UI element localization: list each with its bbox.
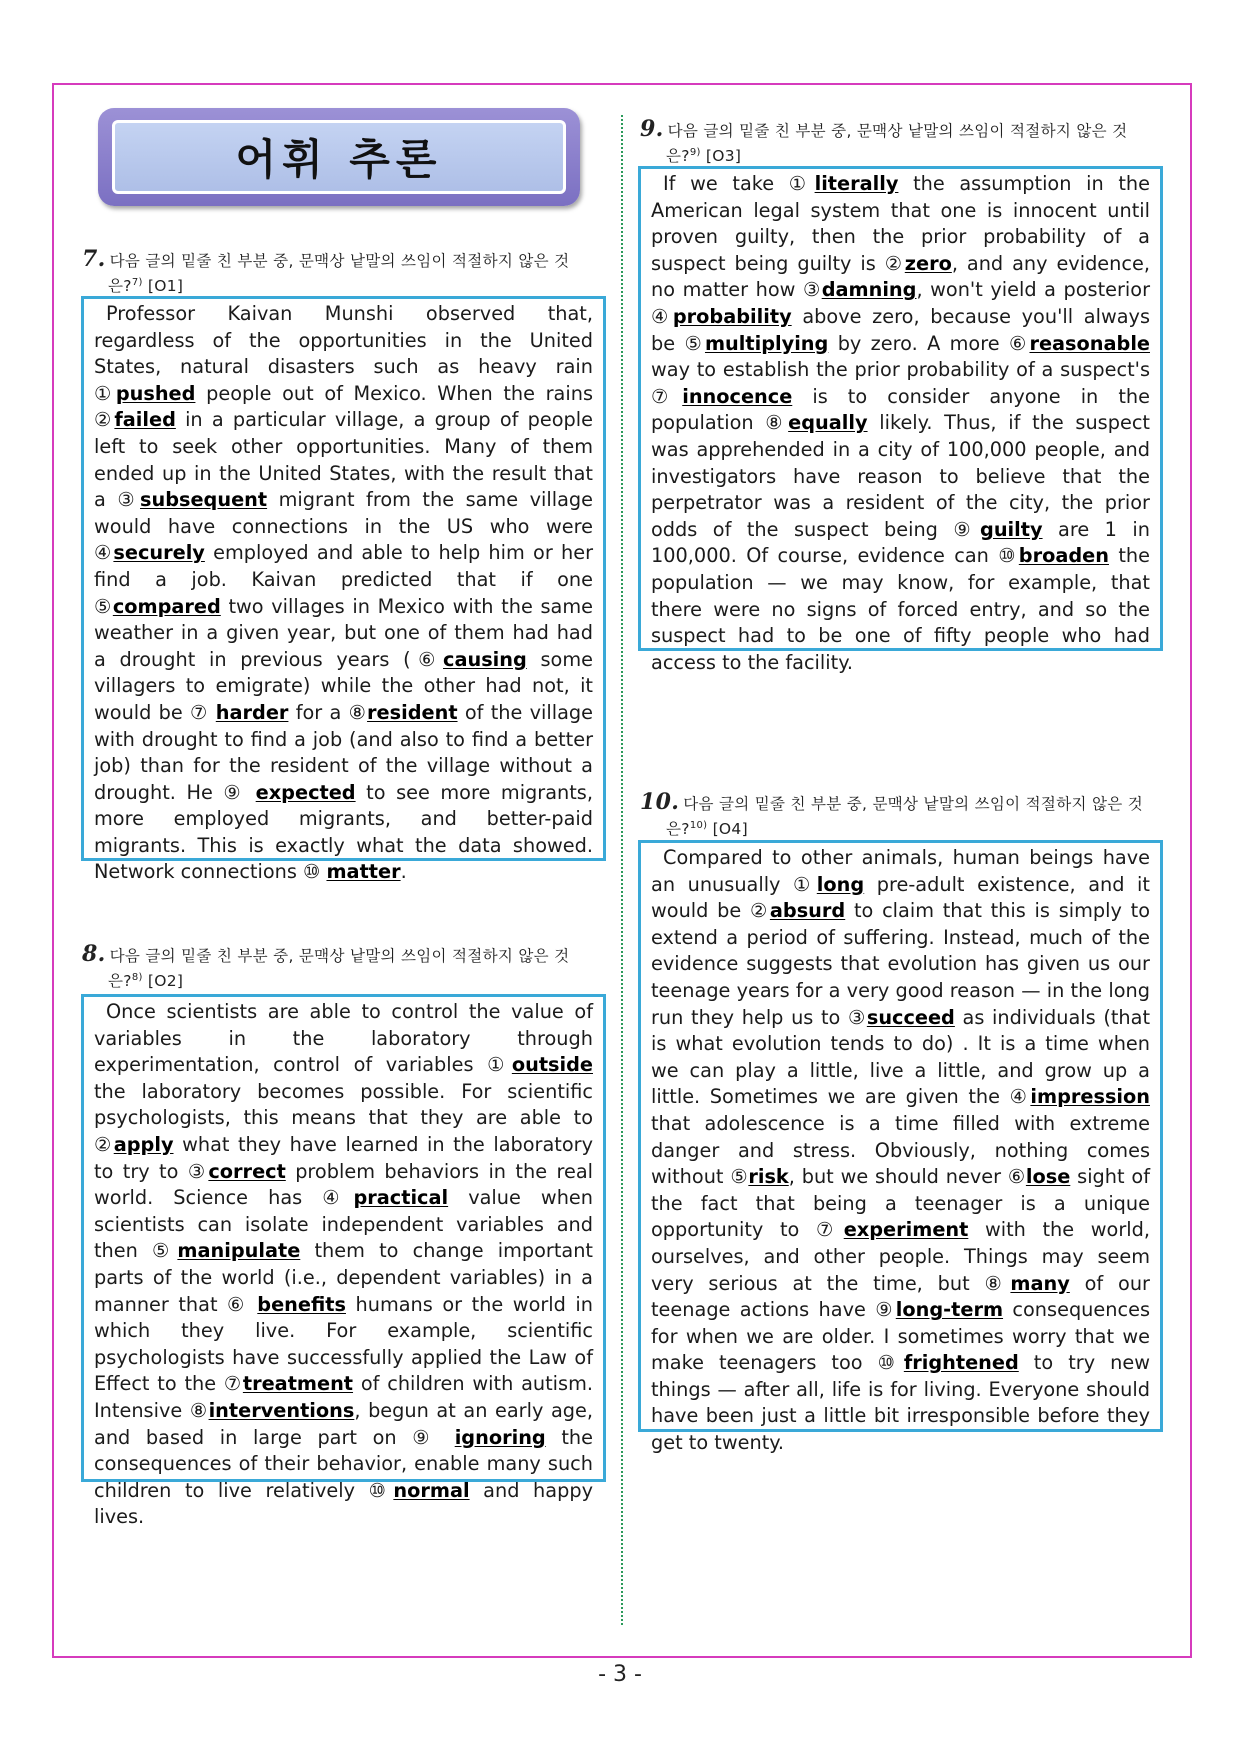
underlined-word: correct: [208, 1159, 286, 1183]
passage-segment: ②: [94, 408, 115, 432]
passage-segment: people out of Mexico. When the rains: [195, 381, 593, 405]
passage-segment: ④: [322, 1186, 354, 1210]
section-title-banner: [98, 108, 580, 206]
passage-segment: ⑨: [875, 1298, 896, 1322]
passage-segment: of children with autism. Intensive: [94, 1372, 593, 1422]
passage-segment: by zero. A more: [828, 331, 1009, 355]
passage-segment: ⑥: [410, 647, 444, 671]
passage-segment: to see more migrants, more employed migrants, and better-paid migrants. This is exactly what the data showed. Network connections ⑩: [94, 780, 593, 884]
passage-segment: ④: [94, 541, 114, 565]
underlined-word: guilty: [980, 517, 1043, 541]
passage-segment: ①: [94, 381, 116, 405]
question-9-header: [640, 118, 1165, 167]
passage-segment: ⑧: [189, 1398, 209, 1422]
passage-segment: in a particular village, a group of people left to seek other opportunities. Many of them ended up in the United States, with the result that a: [94, 408, 593, 512]
passage-segment: ⑤: [684, 331, 705, 355]
question-prompt-end: 은?: [108, 277, 132, 296]
passage-segment: and happy lives.: [94, 1478, 593, 1529]
passage-segment: , but we should never: [788, 1165, 1008, 1189]
passage-segment: , and any evidence, no matter how: [651, 251, 1150, 302]
passage-segment: Once scientists are able to control the value of variables in the laboratory through experimentation, control of variables: [94, 1000, 593, 1077]
question-prompt-end: 은?: [108, 972, 132, 991]
passage-segment: way to establish the prior probability of a suspect's: [651, 358, 1150, 382]
question-prompt-end: 은?: [666, 820, 690, 839]
question-7-passage: [81, 296, 606, 884]
underlined-word: expected: [255, 780, 356, 804]
passage-segment: ⑦: [815, 1218, 844, 1242]
underlined-word: lose: [1025, 1165, 1071, 1189]
passage-segment: ③: [187, 1159, 209, 1183]
underlined-word: long: [816, 872, 865, 896]
passage-text: [94, 999, 593, 1531]
underlined-word: frightened: [903, 1351, 1019, 1375]
passage-segment: ⑤: [730, 1165, 749, 1189]
underlined-word: reasonable: [1029, 331, 1150, 355]
passage-segment: employed and able to help him or her find a job. Kaivan predicted that if one: [94, 541, 593, 591]
passage-text: [651, 171, 1150, 676]
underlined-word: damning: [821, 278, 917, 302]
passage-segment: ②: [94, 1132, 114, 1156]
underlined-word: harder: [215, 700, 289, 724]
passage-segment: ⑧: [984, 1271, 1011, 1295]
underlined-word: equally: [788, 411, 868, 435]
passage-segment: ③: [117, 488, 140, 512]
passage-segment: to claim that this is simply to extend a period of suffering. Instead, much of the evidence suggests that evolution has given us our teenage years for a very good reason — in the long run they help us to: [651, 899, 1150, 1029]
passage-segment: ⑤: [152, 1239, 178, 1263]
underlined-word: long-term: [895, 1298, 1004, 1322]
underlined-word: pushed: [115, 381, 196, 405]
question-7-header: [82, 248, 608, 297]
question-prompt-end: 은?: [666, 147, 690, 166]
passage-segment: the assumption in the American legal system that one is innocent until proven guilty, then the prior probability of a suspect being guilty is: [651, 172, 1150, 275]
passage-segment: as individuals (that is what evolution tends to do) . It is a time when we can play a little, live a little, and grow up a little. Sometimes we are given the: [651, 1005, 1151, 1109]
passage-segment: above zero, because you'll always be: [651, 304, 1150, 355]
passage-segment: migrant from the same village would have connections in the US who were: [94, 488, 593, 538]
passage-segment: If we take: [663, 172, 789, 195]
passage-segment: problem behaviors in the real world. Science has: [94, 1159, 593, 1210]
passage-segment: are 1 in 100,000. Of course, evidence can: [651, 517, 1150, 568]
passage-segment: with the world, ourselves, and other people. Things may seem very serious at the time, but: [651, 1218, 1150, 1295]
underlined-word: resident: [367, 700, 458, 724]
underlined-word: many: [1010, 1271, 1070, 1295]
question-code: [O4]: [712, 820, 748, 839]
underlined-word: matter: [326, 860, 401, 884]
question-10-passage: [638, 840, 1163, 1455]
passage-segment: ③: [848, 1005, 867, 1029]
passage-segment: ⑦: [223, 1372, 243, 1396]
passage-segment: .: [400, 860, 407, 884]
passage-segment: humans or the world in which they live. For example, scientific psychologists have successfully applied the Law of Effect to the: [94, 1292, 593, 1396]
question-code: [O2]: [147, 972, 184, 991]
footnote-marker: 10): [689, 820, 708, 831]
passage-segment: for a ⑧: [288, 700, 368, 724]
underlined-word: literally: [814, 172, 899, 195]
passage-segment: pre-adult existence, and it would be: [651, 872, 1150, 923]
question-9-passage: [638, 166, 1163, 674]
underlined-word: treatment: [242, 1372, 354, 1396]
question-number: 7.: [82, 246, 106, 272]
question-8-header: [82, 943, 608, 992]
underlined-word: absurd: [769, 899, 846, 923]
question-8-passage: [81, 994, 606, 1529]
passage-segment: ③: [802, 278, 822, 302]
passage-segment: them to change important parts of the world (i.e., dependent variables) in a manner that ⑥: [94, 1239, 593, 1316]
passage-segment: ⑤: [94, 594, 113, 618]
passage-segment: is to consider anyone in the population: [651, 384, 1150, 435]
passage-segment: sight of the fact that being a teenager is a unique opportunity to: [651, 1165, 1150, 1242]
passage-segment: ④: [651, 304, 673, 328]
passage-segment: ①: [487, 1053, 512, 1077]
underlined-word: ignoring: [454, 1425, 546, 1449]
underlined-word: experiment: [843, 1218, 969, 1242]
passage-segment: the laboratory becomes possible. For scientific psychologists, this means that they are able to: [94, 1079, 593, 1130]
passage-segment: ⑧: [765, 411, 789, 435]
footnote-marker: 7): [131, 277, 143, 288]
question-number: 10.: [640, 789, 680, 815]
question-code: [O1]: [147, 277, 184, 296]
question-number: 8.: [82, 941, 106, 967]
question-prompt: 다음 글의 밑줄 친 부분 중, 문맥상 낱말의 쓰임이 적절하지 않은 것: [109, 252, 570, 270]
passage-segment: the consequences of their behavior, enable many such children to live relatively: [94, 1425, 593, 1502]
passage-segment: Professor Kaivan Munshi observed that, regardless of the opportunities in the United States, natural disasters such as heavy rain: [94, 302, 593, 379]
passage-segment: ⑦: [651, 384, 683, 408]
passage-segment: that adolescence is a time filled with extreme danger and stress. Obviously, nothing comes without: [651, 1111, 1150, 1189]
passage-segment: ⑩: [368, 1478, 394, 1502]
underlined-word: compared: [112, 594, 221, 618]
underlined-word: benefits: [257, 1292, 346, 1316]
underlined-word: apply: [113, 1132, 174, 1156]
passage-segment: likely. Thus, if the suspect was apprehended in a city of 100,000 people, and investigators have reason to believe that the perpetrator was a resident of the city, the prior odds of the suspect being: [651, 411, 1150, 541]
passage-segment: of the village with drought to find a job (and also to find a better job) than for the resident of the village without a drought. He ⑨: [94, 700, 594, 804]
underlined-word: succeed: [866, 1005, 955, 1029]
passage-segment: value when scientists can isolate independent variables and then: [94, 1186, 593, 1263]
passage-text: [94, 301, 593, 886]
page-number: - 3 -: [598, 1662, 642, 1687]
passage-segment: , won't yield a posterior: [916, 278, 1150, 302]
passage-segment: ②: [884, 251, 905, 275]
underlined-word: subsequent: [140, 488, 268, 512]
underlined-word: broaden: [1018, 544, 1109, 568]
question-prompt: 다음 글의 밑줄 친 부분 중, 문맥상 낱말의 쓰임이 적절하지 않은 것: [109, 947, 570, 965]
question-prompt: 다음 글의 밑줄 친 부분 중, 문맥상 낱말의 쓰임이 적절하지 않은 것: [683, 795, 1144, 813]
passage-segment: ⑥: [1008, 331, 1030, 355]
underlined-word: normal: [393, 1478, 470, 1502]
passage-segment: ①: [788, 172, 815, 195]
underlined-word: manipulate: [177, 1239, 301, 1263]
passage-segment: ②: [749, 899, 770, 923]
underlined-word: outside: [511, 1053, 593, 1077]
underlined-word: causing: [443, 647, 527, 671]
column-divider: [621, 115, 623, 1625]
underlined-word: probability: [672, 304, 792, 328]
passage-segment: ①: [793, 872, 817, 896]
passage-segment: to try new things — after all, life is for living. Everyone should have been just a little bit irresponsible before they get to twenty.: [651, 1351, 1150, 1455]
underlined-word: zero: [904, 251, 952, 275]
underlined-word: impression: [1030, 1085, 1150, 1109]
underlined-word: interventions: [208, 1398, 355, 1422]
section-title: 어휘 추론: [235, 135, 443, 184]
passage-segment: consequences for when we are older. I sometimes worry that we make teenagers too: [651, 1298, 1150, 1375]
passage-segment: what they have learned in the laboratory to try to: [94, 1132, 593, 1183]
passage-segment: some villagers to emigrate) while the other had not, it would be ⑦: [94, 647, 593, 724]
passage-segment: ⑩: [998, 544, 1019, 568]
passage-segment: the population — we may know, for example, that there were no signs of forced entry, and so the suspect had to be one of fifty people who had access to the facility.: [651, 544, 1150, 674]
passage-text: [651, 845, 1150, 1457]
passage-segment: ④: [1009, 1085, 1031, 1109]
section-title-inner: [112, 120, 566, 194]
question-10-header: [640, 791, 1165, 840]
passage-segment: ⑨: [953, 517, 981, 541]
question-prompt: 다음 글의 밑줄 친 부분 중, 문맥상 낱말의 쓰임이 적절하지 않은 것: [667, 122, 1128, 140]
footnote-marker: 9): [689, 147, 701, 158]
underlined-word: securely: [113, 541, 205, 565]
underlined-word: practical: [353, 1186, 449, 1210]
question-number: 9.: [640, 116, 664, 142]
passage-segment: of our teenage actions have: [651, 1271, 1150, 1322]
passage-segment: two villages in Mexico with the same weather in a given year, but one of them had had a drought in previous years (: [94, 594, 593, 671]
passage-segment: ⑩: [877, 1351, 904, 1375]
underlined-word: innocence: [682, 384, 793, 408]
question-code: [O3]: [705, 147, 742, 166]
underlined-word: multiplying: [704, 331, 829, 355]
passage-segment: Compared to other animals, human beings have an unusually: [651, 846, 1150, 896]
underlined-word: risk: [748, 1165, 789, 1189]
passage-segment: ⑥: [1007, 1165, 1026, 1189]
underlined-word: failed: [114, 408, 176, 432]
passage-segment: , begun at an early age, and based in large part on ⑨: [94, 1398, 593, 1449]
footnote-marker: 8): [131, 972, 143, 983]
